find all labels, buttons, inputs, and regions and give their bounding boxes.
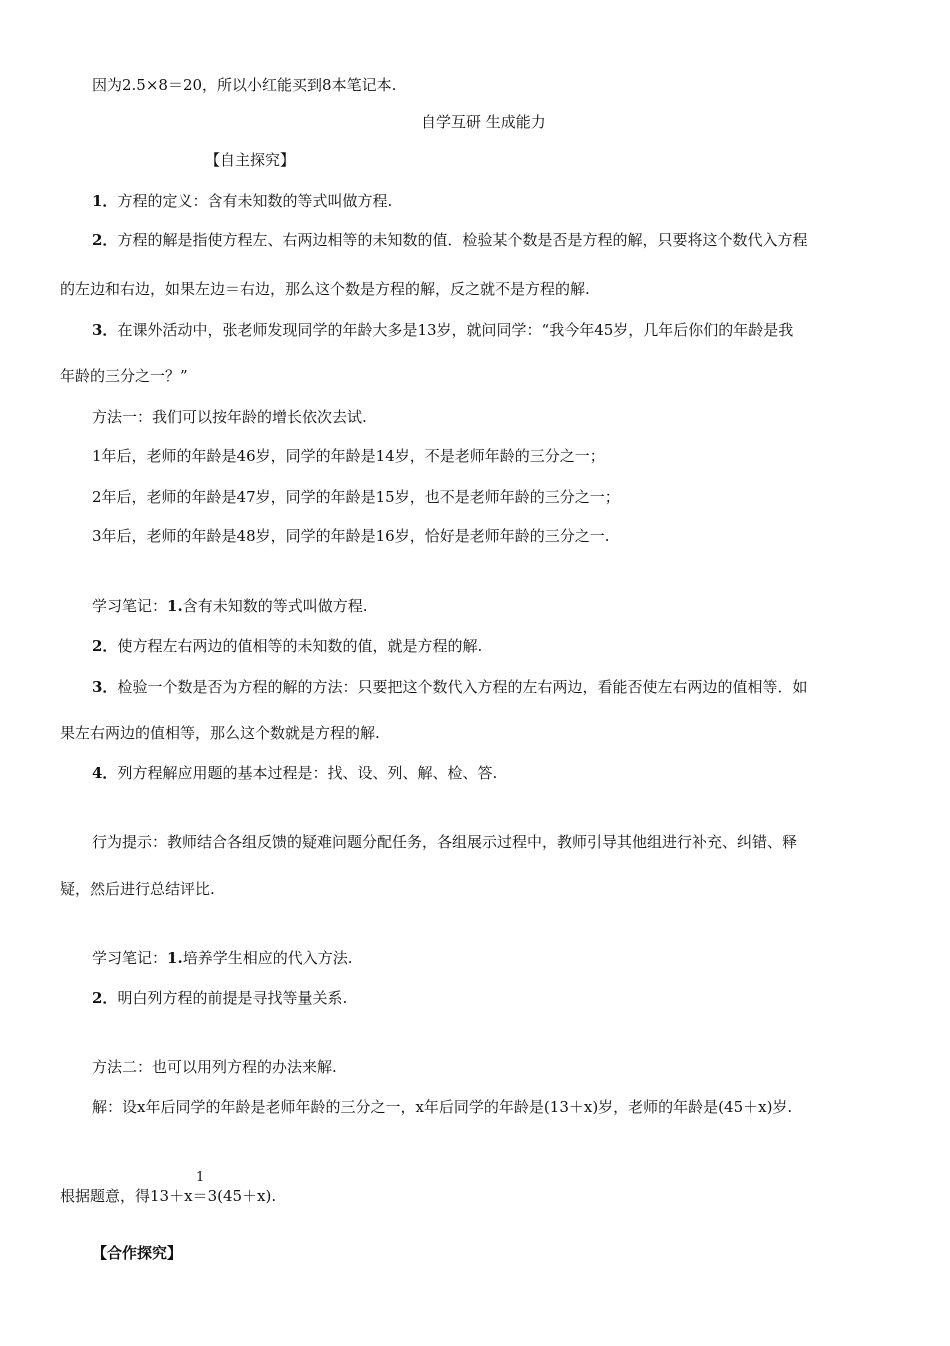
text-line: 因为2.5×8＝20，所以小红能买到8本笔记本. — [92, 76, 397, 94]
note-label: 学习笔记： — [92, 597, 168, 615]
text-line: 2年后，老师的年龄是47岁，同学的年龄是15岁，也不是老师年龄的三分之一； — [92, 488, 620, 506]
paragraph-3 — [92, 320, 793, 340]
fraction-numerator: 1 — [196, 1170, 205, 1185]
section-title: 自学互研 生成能力 — [421, 113, 546, 131]
study-note-3 — [92, 677, 807, 697]
study-note-1 — [92, 596, 367, 616]
item-text: 培养学生相应的代入方法. — [182, 949, 353, 967]
text-line: 3年后，老师的年龄是48岁，同学的年龄是16岁，恰好是老师年龄的三分之一. — [92, 527, 610, 545]
item-number: 2． — [92, 231, 118, 249]
item-text: 在课外活动中，张老师发现同学的年龄大多是13岁，就问同学：“我今年45岁，几年后你们的年龄是我 — [117, 321, 794, 339]
item-number: 3． — [92, 678, 118, 696]
item-number: 3． — [92, 321, 118, 339]
paragraph-2 — [92, 230, 807, 250]
study-note-4 — [92, 763, 497, 783]
solution-line: 解：设x年后同学的年龄是老师年龄的三分之一，x年后同学的年龄是(13＋x)岁，老师的年龄是(45＋x)岁. — [92, 1098, 793, 1116]
item-number: 1. — [167, 597, 183, 615]
item-text: 方程的定义：含有未知数的等式叫做方程. — [117, 192, 393, 210]
fraction-denominator: 3 — [207, 1187, 218, 1205]
subsection-heading: 【合作探究】 — [92, 1244, 183, 1262]
study-note-6 — [92, 988, 347, 1008]
paragraph-1 — [92, 191, 392, 211]
item-text: 含有未知数的等式叫做方程. — [182, 597, 368, 615]
subsection-heading: 【自主探究】 — [205, 151, 296, 169]
text-line: 年龄的三分之一？” — [60, 367, 188, 385]
item-number: 4． — [92, 764, 118, 782]
equation-suffix: (45＋x). — [217, 1187, 277, 1205]
item-text: 列方程解应用题的基本过程是：找、设、列、解、检、答. — [117, 764, 498, 782]
note-label: 学习笔记： — [92, 949, 168, 967]
method-two: 方法二：也可以用列方程的办法来解. — [92, 1058, 337, 1076]
behavior-hint: 行为提示：教师结合各组反馈的疑难问题分配任务，各组展示过程中，教师引导其他组进行补充、纠错、释 — [92, 833, 798, 851]
equation-line — [60, 1186, 276, 1206]
item-number: 1. — [167, 949, 183, 967]
text-line: 的左边和右边，如果左边＝右边，那么这个数是方程的解，反之就不是方程的解. — [60, 280, 590, 298]
item-number: 2． — [92, 989, 118, 1007]
equation-prefix: 根据题意，得13＋x＝ — [60, 1187, 208, 1205]
item-text: 使方程左右两边的值相等的未知数的值，就是方程的解. — [117, 637, 483, 655]
study-note-5 — [92, 948, 352, 968]
method-one: 方法一：我们可以按年龄的增长依次去试. — [92, 408, 367, 426]
item-text: 方程的解是指使方程左、右两边相等的未知数的值．检验某个数是否是方程的解，只要将这个数代入方程 — [117, 231, 808, 249]
item-text: 检验一个数是否为方程的解的方法：只要把这个数代入方程的左右两边，看能否使左右两边的值相等．如 — [117, 678, 808, 696]
item-text: 明白列方程的前提是寻找等量关系. — [117, 989, 348, 1007]
text-line: 果左右两边的值相等，那么这个数就是方程的解. — [60, 724, 380, 742]
study-note-2 — [92, 636, 482, 656]
item-number: 1． — [92, 192, 118, 210]
text-line: 疑，然后进行总结评比. — [60, 880, 215, 898]
text-line: 1年后，老师的年龄是46岁，同学的年龄是14岁，不是老师年龄的三分之一； — [92, 447, 605, 465]
item-number: 2． — [92, 637, 118, 655]
